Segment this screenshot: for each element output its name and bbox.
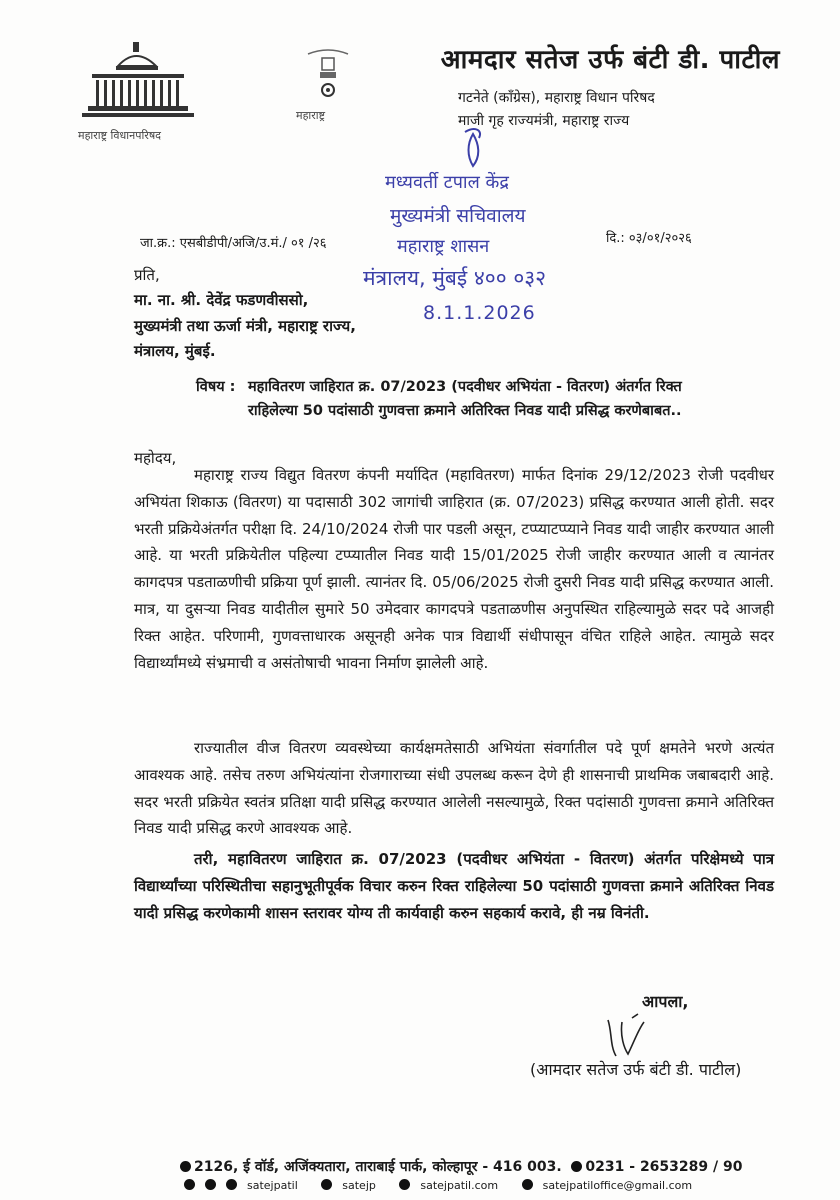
footer-phone: 0231 - 2653289 / 90 <box>585 1159 743 1175</box>
closing-aapla: आपला, <box>642 992 689 1011</box>
body-paragraph-2: राज्यातील वीज वितरण व्यवस्थेच्या कार्यक्षमतेसाठी अभियंता संवर्गातील पदे पूर्ण क्षमतेने भरणे अत्यंत आवश्यक आहे. तसेच तरुण अभियंत्यांना रोजगाराच्या संधी उपलब्ध करून देणे ही शासनाची प्राथमिक जबाबदारी आहे. सदर भरती प्रक्रियेत स्वतंत्र प्रतिक्षा यादी प्रसिद्ध करण्यात आलेली नसल्यामुळे, रिक्त पदांसाठी गुणवत्ता क्रमाने अतिरिक्त निवड यादी प्रसिद्ध करणे आवश्यक आहे. <box>134 739 774 838</box>
subject-block <box>196 375 696 423</box>
body-paragraph-1: महाराष्ट्र राज्य विद्युत वितरण कंपनी मर्यादित (महावितरण) मार्फत दिनांक 29/12/2023 रोजी पदवीधर अभियंता शिकाऊ (वितरण) या पदासाठी 302 जागांची जाहिरात (क्र. 07/2023) प्रसिद्ध करण्यात आली होती. सदर भरती प्रक्रियेअंतर्गत परीक्षा दि. 24/10/2024 रोजी पार पडली असून, टप्प्याटप्प्याने निवड यादी जाहीर करण्यात आली आहे. या भरती प्रक्रियेतील पहिल्या टप्प्यातील निवड यादी 15/01/2025 रोजी जाहीर करण्यात आली व त्यानंतर कागदपत्र पडताळणीची प्रक्रिया पूर्ण झाली. त्यानंतर दि. 05/06/2025 रोजी दुसरी निवड यादी प्रसिद्ध करण्यात आली. मात्र, या दुसऱ्या निवड यादीतील सुमारे 50 उमेदवार कागदपत्रे पडताळणीस अनुपस्थित राहिल्यामुळे सदर पदे आजही रिक्त आहेत. परिणामी, गुणवत्ताधारक असूनही अनेक पात्र विद्यार्थी संधीपासून वंचित राहिले आहेत. त्यामुळे सदर विद्यार्थ्यांमध्ये संभ्रमाची व असंतोषाची भावना निर्माण झालेली आहे. <box>134 466 774 672</box>
footer-contact <box>180 1157 742 1176</box>
stamp-line-1: मध्यवर्ती टपाल केंद्र <box>385 172 509 193</box>
letterhead-role-1: गटनेते (काँग्रेस), महाराष्ट्र विधान परिषद <box>458 90 655 106</box>
stamp-line-4: मंत्रालय, मुंबई ४०० ०३२ <box>363 266 547 290</box>
letterhead-name: आमदार सतेज उर्फ बंटी डी. पाटील <box>440 45 780 75</box>
state-seal <box>278 48 378 138</box>
signatory-name: (आमदार सतेज उर्फ बंटी डी. पाटील) <box>530 1060 742 1079</box>
footer-website[interactable]: satejpatil.com <box>420 1179 499 1192</box>
stamp-line-3: महाराष्ट्र शासन <box>397 236 490 257</box>
email-icon <box>522 1179 533 1190</box>
salutation: महोदय, <box>134 449 177 467</box>
emblem-left-caption: महाराष्ट्र विधानपरिषद <box>78 129 162 142</box>
vidhan-parishad-emblem <box>78 38 208 148</box>
footer-address: 2126, ई वॉर्ड, अजिंक्यतारा, ताराबाई पार्क, कोल्हापूर - 416 003. <box>194 1159 562 1175</box>
footer-insta-handle[interactable]: satejp <box>342 1179 376 1192</box>
reference-number: जा.क्र.: एसबीडीपी/अजि/उ.मं./ ०१ /२६ <box>140 236 327 251</box>
youtube-icon <box>226 1179 237 1190</box>
location-icon <box>180 1161 191 1172</box>
emblem-mid-caption: महाराष्ट्र <box>296 109 326 122</box>
receipt-stamp <box>355 140 570 335</box>
stamp-scribble-icon <box>443 126 503 171</box>
address-line-3: मंत्रालय, मुंबई. <box>134 342 216 360</box>
address-prati: प्रति, <box>134 266 160 284</box>
letter-date: दि.: ०३/०१/२०२६ <box>606 231 692 246</box>
signature-mark <box>598 1012 658 1062</box>
footer-email[interactable]: satejpatiloffice@gmail.com <box>542 1179 693 1192</box>
body-paragraph-3: तरी, महावितरण जाहिरात क्र. 07/2023 (पदवीधर अभियंता - वितरण) अंतर्गत परिक्षेमध्ये पात्र विद्यार्थ्यांच्या परिस्थितीचा सहानुभूतीपूर्वक विचार करुन रिक्त राहिलेल्या 50 पदांसाठी गुणवत्ता क्रमाने अतिरिक्त निवड यादी प्रसिद्ध करणेकामी शासन स्तरावर योग्य ती कार्यवाही करुन सहकार्य करावे, ही नम्र विनंती. <box>134 850 774 922</box>
phone-icon <box>571 1161 582 1172</box>
address-line-2: मुख्यमंत्री तथा ऊर्जा मंत्री, महाराष्ट्र राज्य, <box>134 317 356 335</box>
web-icon <box>399 1179 410 1190</box>
building-icon <box>78 38 208 128</box>
instagram-icon <box>321 1179 332 1190</box>
stamp-date: 8.1.1.2026 <box>423 302 536 324</box>
subject-label: विषय : <box>196 379 236 395</box>
letterhead-role-2: माजी गृह राज्यमंत्री, महाराष्ट्र राज्य <box>458 113 630 129</box>
stamp-line-2: मुख्यमंत्री सचिवालय <box>390 205 526 227</box>
footer-online <box>184 1179 712 1192</box>
twitter-icon <box>205 1179 216 1190</box>
seal-icon <box>278 48 378 108</box>
facebook-icon <box>184 1179 195 1190</box>
address-line-1: मा. ना. श्री. देवेंद्र फडणवीससो, <box>134 291 309 309</box>
footer-social-handle[interactable]: satejpatil <box>247 1179 298 1192</box>
subject-text: महावितरण जाहिरात क्र. 07/2023 (पदवीधर अभियंता - वितरण) अंतर्गत रिक्त राहिलेल्या 50 पदांसाठी गुणवत्ता क्रमाने अतिरिक्त निवड यादी प्रसिद्ध करणेबाबत.. <box>248 379 682 419</box>
